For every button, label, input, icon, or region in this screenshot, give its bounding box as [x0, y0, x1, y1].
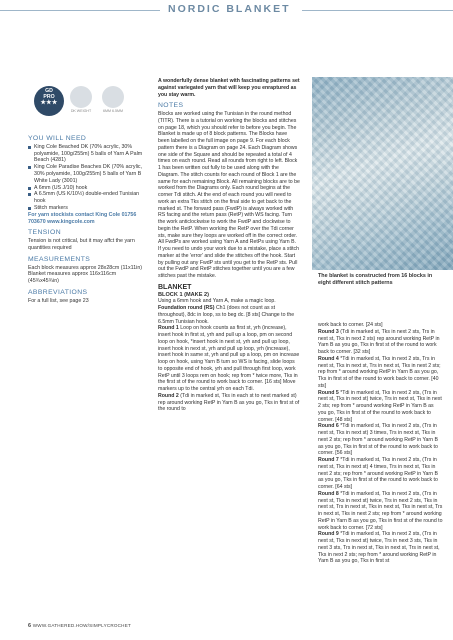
tension-heading: TENSION — [28, 229, 62, 237]
page-footer — [28, 623, 131, 629]
round-label: Round 3 — [318, 328, 339, 335]
materials-item: Stitch markers — [28, 205, 146, 212]
blanket-heading: BLANKET — [158, 283, 192, 291]
round-text: *Tdi in marked st, Tks in next 2 sts, (Trs in next st, Tks in next st) twice, Trs in next 3 sts, Tks in next 3 sts, Trs in next st, Tks in next st, Trs in next st, Tks in next 2 sts; rep from * around working RetP in Yarn B as you go, Tks in first st — [318, 531, 440, 565]
notes-heading: NOTES — [158, 102, 184, 110]
dk-weight-caption: DK WEIGHT — [70, 109, 92, 113]
round-text: (Tdi in marked st, Tks in next 2 sts, Trs in next st, Tks in next 2 sts) rep around working RetP in Yarn B as you go, Tks in first st of the round to work back to corner. [32 sts] — [318, 328, 440, 355]
abbreviations-text: For a full list, see page 23 — [28, 297, 89, 304]
hook-size-caption: 6MM 6.5MM — [103, 109, 123, 113]
round-label: Round 9 — [318, 531, 339, 538]
difficulty-badge — [34, 86, 64, 116]
round-3 — [318, 329, 443, 356]
you-will-need-heading: YOU WILL NEED — [28, 135, 87, 142]
abbreviations-heading: ABBREVIATIONS — [28, 288, 88, 296]
round-8 — [318, 491, 443, 532]
pattern-column — [158, 78, 300, 413]
tension-text: Tension is not critical, but it may affct the yarn quantities required — [28, 238, 135, 251]
round-label: Round 8 — [318, 490, 339, 497]
round-text: Loop on hook counts as first st, yrh (increase), insert hook in first st, yrh and pull up a loop, pm on second loop on hook, *insert hook in next st, yrh and pull up loop, insert hook in next st, yrh and pull up loop, yrh (increase), insert hook in same st, yrh and pull up a loop, pm on increase loop on hook, using Yarn B turn so WS is facing, slide loops to opposite end of hook, yrh and pull through first loop, work RetP until 3 loops rem on hook; rep from * twice more, Tks in the first st of the round to work back to corner. [16 sts] Move markers up to the central yrh on each Tdi. — [158, 325, 300, 392]
dk-weight-icon — [66, 86, 96, 114]
round-2-end: work back to corner. [24 sts] — [318, 322, 383, 328]
stockists-info: For yarn stockists contact King Cole 01756 703670 www.kingcole.com — [28, 211, 137, 225]
round-4 — [318, 356, 443, 390]
badge-line2: PRO — [43, 94, 55, 100]
header-rule-left — [0, 10, 160, 11]
badge-line1: GD — [45, 88, 53, 94]
notes-text: Blocks are worked using the Tunisian in the round method (TITR). There is a tutorial on working the blocks and stitches on page 18, which you should refer to before you begin. The Blanket is made up of 8 block patterns. The Blocks have been labelled on the full image on page 9. For each block pattern there is a Diagram on page 24. Each Diagram shows one side of the Square and should be repeated a total of 4 times on each round. Read all rounds from right to left. Block 1 has been written out fully to be used along with the Diagram. The stitch counts for each round of Block 1 are the same for each remaining Block. All remaining blocks are to be worked from the Diagrams only. Each round begins at the corner Tdi stitch. At the end of each round you will need to work an extra Tks stitch on the final side to get back to the marked st. The forward pass (FwdP) is always worked with RS facing and the return pass (RetP) with WS facing. Turn the work anticlockwise to work the FwdP and clockwise to begin the RetP. When working the RetP over the Tdi corner sts, make sure they loops are worked off in the correct order. All FwdPs are worked using Yarn A and RetPs using Yarn B. If you need to undo your work due to a mistake, place a stitch marker at the 'error' and slide the stitches off the hook. Start by pulling out any FwdP sts until you get to the RetP sts. Pull out the FwdP and RetP stitches together until you are a few stitches past the mistake. — [158, 111, 300, 279]
round-6 — [318, 423, 443, 457]
round-text: Ch1 (does not count as st throughout), 8dc in loop, ss to beg dc. [8 sts] Change to the 6.5mm Tunisian hook. — [158, 305, 295, 325]
round-text: (Tdi in marked st, Tks in each st to next marked st) rep around working RetP in Yarn B as you go, Tks in first st of the round to — [158, 392, 300, 413]
pattern-column-continued — [318, 322, 443, 565]
blanket-photo — [312, 77, 453, 270]
round-label: Foundation round (RS) — [158, 305, 215, 311]
materials-item: King Cole Beached DK (70% acrylic, 30% polyamide, 100g/255m) 5 balls of Yarn A Palm Beach (4281) — [28, 144, 146, 164]
materials-column — [28, 136, 146, 305]
round-foundation — [158, 305, 300, 325]
badge-stars: ★★★ — [40, 100, 58, 106]
measurements-heading: MEASUREMENTS — [28, 255, 91, 263]
page-number: 6 — [28, 623, 32, 629]
photo-caption: The blanket is constructed from 16 blocks in eight different stitch patterns — [318, 273, 433, 286]
block-heading: BLOCK 1 (MAKE 2) — [158, 291, 209, 298]
round-5 — [318, 390, 443, 424]
measurements-text: Each block measures approx 28x28cm (11x11in) Blanket measures approx 116x116cm (45¾x45¾in) — [28, 264, 143, 285]
round-text: *Tdi in marked st, Tks in next 2 sts, (Trs in next st, Tks in next st) twice, Trs in next 2 sts, Tks in next st, Trs in next st, Tks in next st, Tks in next st, Trs in next st, Tks in next 2 sts; rep from * around working RetP in Yarn B as you go, Tks in first st of the round to work back to corner. [72 sts] — [318, 490, 443, 531]
round-label: Round 1 — [158, 325, 179, 332]
round-9 — [318, 531, 443, 565]
page-header-title: NORDIC BLANKET — [168, 3, 291, 15]
hook-size-icon — [98, 86, 128, 114]
round-7 — [318, 457, 443, 491]
round-label: Round 2 — [158, 392, 179, 399]
round-label: Round 6 — [318, 423, 339, 430]
round-label: Round 5 — [318, 389, 339, 396]
materials-item: A 6.5mm (US K/10½) double-ended Tunisian hook — [28, 191, 146, 205]
round-text: *Tdi in marked st, Tks in next 2 sts, (Trs in next st, Tks in next st) 3 times, Trs in next st, Tks in next 2 sts; rep from * around working RetP in Yarn B as you go, Tks in first st of the round to work back to corner. [56 sts] — [318, 423, 438, 457]
round-1 — [158, 325, 300, 393]
round-label: Round 7 — [318, 457, 339, 463]
round-text: *Tdi in marked st, Tks in next 2 sts, (Trs in next st, Tks in next st) 4 times, Trs in next st, Tks in next 2 sts; rep from * around working RetP in Yarn B as you go, Tks in first st of the round to work back to corner. [64 sts] — [318, 457, 438, 490]
footer-site: WWW.GATHERED.HOW/SIMPLYCROCHET — [32, 623, 131, 628]
round-text: *Tdi in marked st, Tks in next 2 sts, (Trs in next st, Tks in next st) twice, Trs in next st, Tks in next 2 sts; rep from * around working RetP in Yarn B as you go, Tks in first st of the round to work back to corner. [48 sts] — [318, 389, 442, 423]
intro-text: A wonderfully dense blanket with fascinating patterns set against variegated yarn that will keep you enraptured as you stay warm. — [158, 78, 300, 98]
block-intro: Using a 6mm hook and Yarn A, make a magic loop. — [158, 298, 276, 305]
materials-item: King Cole Paradise Beaches DK (70% acrylic, 30% polyamide, 100g/255m) 5 balls of Yarn B White Lady (3001) — [28, 164, 146, 184]
round-text: *Tdi in marked st, Tks in next 2 sts, Trs in next st, Tks in next st, Trs in next st, Tks in next 2 sts; rep from * around working RetP in Yarn B as you go, Tks in first st of the round to work back to corner. [40 sts] — [318, 355, 441, 389]
header-rule-right — [302, 10, 453, 11]
round-2 — [158, 393, 300, 413]
materials-item: A 6mm (US J/10) hook — [28, 185, 146, 192]
round-label: Round 4 — [318, 355, 339, 362]
